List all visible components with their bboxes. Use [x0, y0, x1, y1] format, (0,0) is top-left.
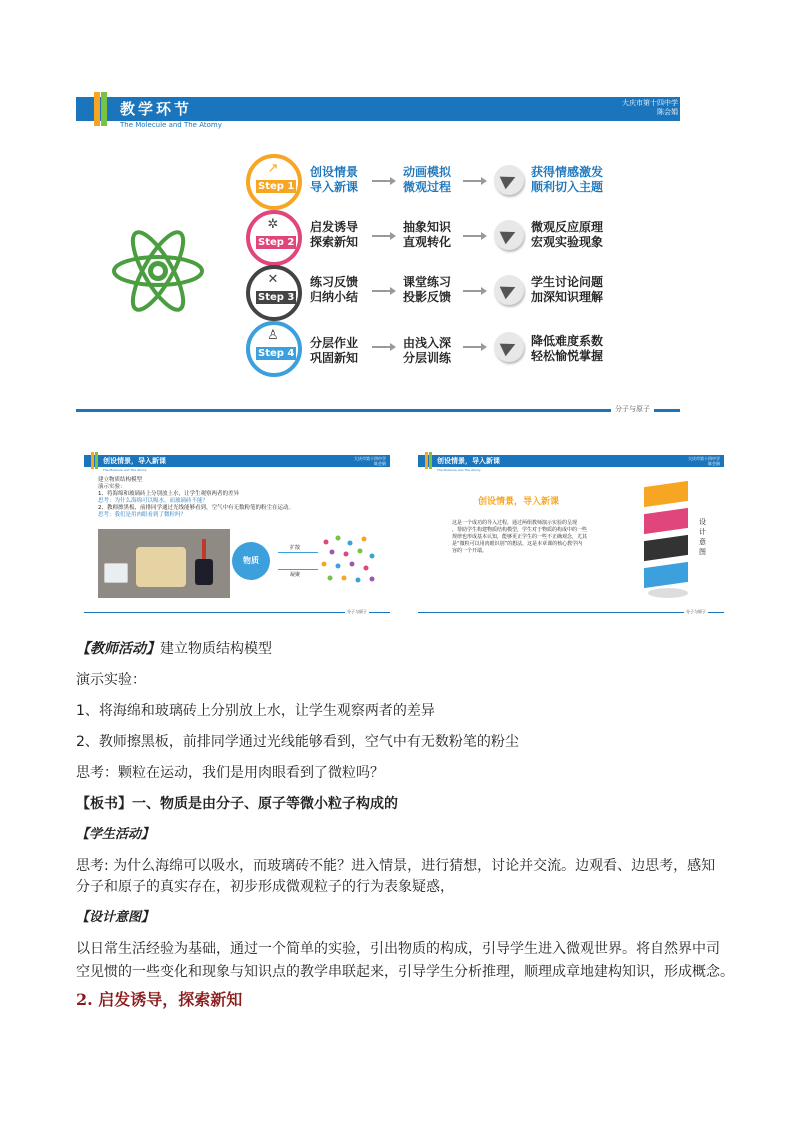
slide-title: 教学环节	[120, 100, 193, 118]
slide-paragraph: 这是一个成功的导入过程，通过两组教师演示实验的呈现 ，帮助学生构建物质结构模型，学生对于物质的构成中的一些 规律也形成基本认知，能够更正学生的一些不正确观念，尤其 是“微粒可以用肉眼识别”的想法，这是本章课的核心教学内 容的一个开端。	[452, 520, 588, 554]
slide-heading: 创设情景，导入新课	[478, 497, 560, 507]
slide-title: 创设情景，导入新课	[103, 457, 166, 465]
paper-plane-icon	[494, 220, 524, 250]
arrow-icon	[463, 180, 483, 182]
footer-line	[76, 409, 680, 412]
section-heading: 2. 启发诱导，探索新知	[76, 990, 243, 1009]
footer-text: 分子与原子	[611, 404, 654, 414]
blackboard-note: 【板书】一、物质是由分子、原子等微小粒子构成的	[76, 796, 398, 812]
experiment-photo	[98, 529, 230, 598]
design-intent-line-2: 空见惯的一些变化和现象与知识点的教学串联起来，引导学生分析推理，顺理成章地建构知识，形成概念。	[76, 964, 734, 980]
step-3-badge: ✕ Step 3	[246, 265, 306, 321]
step-2-badge: ✲ Step 2	[246, 210, 306, 266]
arrow-icon	[372, 290, 392, 292]
atom-icon	[110, 228, 206, 314]
particles-illustration	[320, 534, 378, 586]
trend-icon: ↗	[267, 161, 279, 176]
arrow-icon	[463, 235, 483, 237]
banner-accent	[94, 92, 100, 126]
slide-title: 创设情景，导入新课	[437, 457, 500, 465]
side-label: 设计意图	[699, 518, 706, 556]
gear-icon: ✲	[267, 217, 279, 232]
slide-text: 建立物质结构模型 演示实验： 1、将海绵和玻璃砖上分别放上水，让学生观察两者的差异 思考：为什么海绵可以吸水，而玻璃砖不能？ 2、教师擦黑板，前排同学通过光线能够看到，空气中有无数粉笔的粉尘在运动。 思考：我们是用肉眼看到了微粒吗？	[98, 477, 295, 518]
arrow-icon	[463, 346, 483, 348]
paper-plane-icon	[494, 165, 524, 195]
matter-circle: 物质	[232, 542, 270, 580]
think-question: 思考：颗粒在运动，我们是用肉眼看到了微粒吗？	[76, 765, 384, 781]
person-icon: ♙	[267, 328, 279, 343]
arrow-icon	[278, 569, 318, 570]
arrow-icon	[372, 180, 392, 182]
step-4-badge: ♙ Step 4	[246, 321, 306, 377]
teacher-activity: 【教师活动】建立物质结构模型	[76, 641, 272, 657]
slide-subtitle: The Molecule and The Atomy	[120, 121, 222, 129]
footer-line	[418, 612, 724, 613]
demo-item-2: 2、教师擦黑板，前排同学通过光线能够看到，空气中有无数粉笔的粉尘	[76, 734, 519, 750]
demo-label: 演示实验：	[76, 672, 146, 688]
student-activity-line-1: 思考: 为什么海绵可以吸水，而玻璃砖不能？进入情景，进行猜想，讨论并交流。边观看、边思考，感知	[76, 858, 716, 874]
arrow-icon	[372, 235, 392, 237]
paper-plane-icon	[494, 332, 524, 362]
design-intent-line-1: 以日常生活经验为基础，通过一个简单的实验，引出物质的构成，引导学生进入微观世界。将自然界中司	[76, 941, 720, 957]
student-activity-line-2: 分子和原子的真实存在，初步形成微观粒子的行为表象疑惑，	[76, 879, 454, 895]
tools-icon: ✕	[267, 272, 279, 287]
step-1-badge: ↗ Step 1	[246, 154, 306, 210]
demo-item-1: 1、将海绵和玻璃砖上分别放上水，让学生观察两者的差异	[76, 703, 435, 719]
arrow-icon	[463, 290, 483, 292]
arrow-icon	[372, 346, 392, 348]
arrow-icon	[278, 552, 318, 553]
banner-accent	[101, 92, 107, 126]
student-activity-tag: 【学生活动】	[76, 827, 155, 842]
paper-plane-icon	[494, 275, 524, 305]
school-name: 大庆市第十四中学 陈会娟	[622, 99, 678, 116]
design-intent-tag: 【设计意图】	[76, 910, 155, 925]
